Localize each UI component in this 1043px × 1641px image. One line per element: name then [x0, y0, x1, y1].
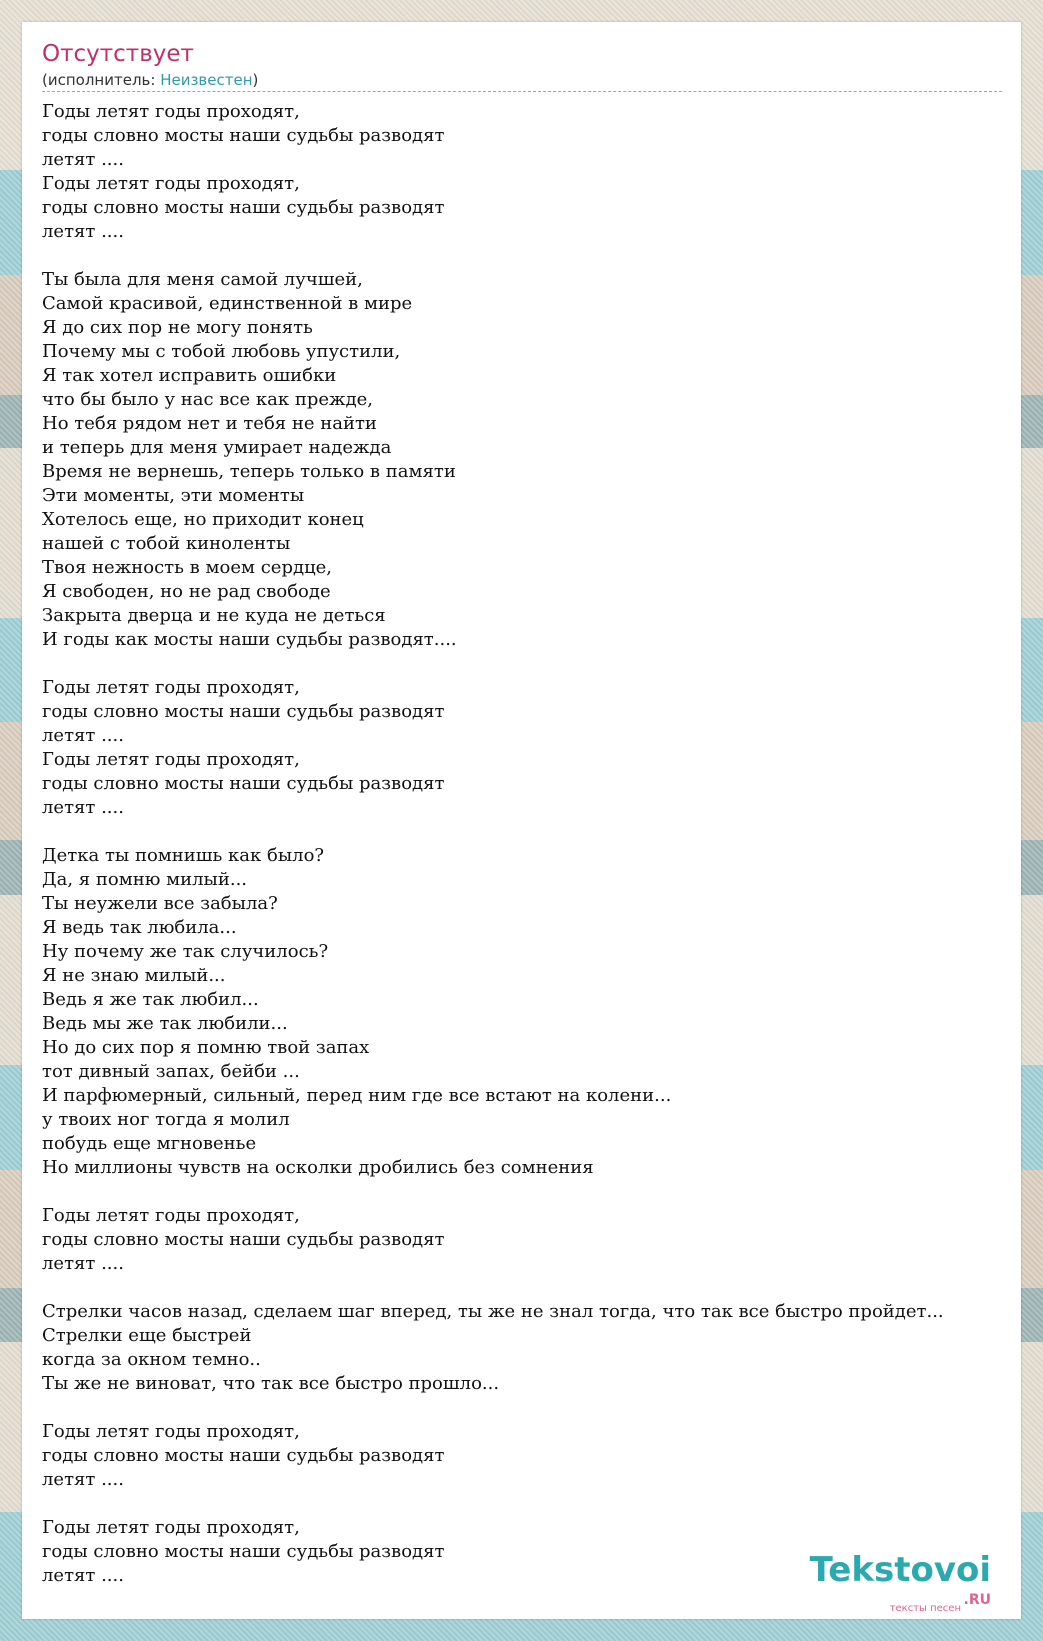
- lyric-line: Да, я помню милый...: [42, 869, 248, 890]
- lyric-blank-line: [42, 244, 1042, 268]
- lyric-line: Годы летят годы проходят,: [42, 1205, 300, 1226]
- lyric-line: Я ведь так любила...: [42, 917, 237, 938]
- lyric-line: Но миллионы чувств на осколки дробились без сомнения: [42, 1157, 594, 1178]
- lyric-line: И парфюмерный, сильный, перед ним где все встают на колени...: [42, 1085, 672, 1106]
- lyric-line: Ну почему же так случилось?: [42, 941, 329, 962]
- lyric-line: Годы летят годы проходят,: [42, 173, 300, 194]
- lyrics-text: [42, 100, 1042, 1588]
- lyric-blank-line: [42, 1276, 1042, 1300]
- lyric-line: годы словно мосты наши судьбы разводят: [42, 773, 445, 794]
- lyric-line: годы словно мосты наши судьбы разводят: [42, 701, 445, 722]
- artist-line: [42, 70, 1002, 92]
- lyric-line: Эти моменты, эти моменты: [42, 485, 305, 506]
- lyric-blank-line: [42, 1180, 1042, 1204]
- lyrics-card: [22, 22, 1021, 1619]
- lyric-line: у твоих ног тогда я молил: [42, 1109, 290, 1130]
- lyric-line: И годы как мосты наши судьбы разводят....: [42, 629, 457, 650]
- lyric-line: Я до сих пор не могу понять: [42, 317, 313, 338]
- lyric-line: Но тебя рядом нет и тебя не найти: [42, 413, 377, 434]
- lyric-line: Ты была для меня самой лучшей,: [42, 269, 363, 290]
- lyric-line: Годы летят годы проходят,: [42, 1517, 300, 1538]
- artist-link[interactable]: Неизвестен: [160, 71, 253, 89]
- lyric-line: годы словно мосты наши судьбы разводят: [42, 125, 445, 146]
- lyric-line: Хотелось еще, но приходит конец: [42, 509, 364, 530]
- lyric-line: Ты неужели все забыла?: [42, 893, 278, 914]
- lyric-line: Я так хотел исправить ошибки: [42, 365, 337, 386]
- lyric-line: побудь еще мгновенье: [42, 1133, 257, 1154]
- lyric-line: Время не вернешь, теперь только в памяти: [42, 461, 456, 482]
- lyric-line: Твоя нежность в моем сердце,: [42, 557, 333, 578]
- lyric-line: тот дивный запах, бейби ...: [42, 1061, 300, 1082]
- lyric-line: летят ....: [42, 1469, 124, 1490]
- lyric-line: когда за окном темно..: [42, 1349, 261, 1370]
- lyric-line: Ты же не виноват, что так все быстро прошло...: [42, 1373, 500, 1394]
- lyric-line: годы словно мосты наши судьбы разводят: [42, 1229, 445, 1250]
- logo-tld: .RU: [963, 1592, 991, 1608]
- lyric-line: что бы было у нас все как прежде,: [42, 389, 374, 410]
- artist-prefix: (исполнитель:: [42, 71, 161, 89]
- lyric-line: Закрыта дверца и не куда не деться: [42, 605, 386, 626]
- logo-wordmark: Tekstovoi: [809, 1550, 991, 1590]
- lyric-line: нашей с тобой киноленты: [42, 533, 291, 554]
- lyric-line: Ведь я же так любил...: [42, 989, 259, 1010]
- lyric-blank-line: [42, 652, 1042, 676]
- lyric-line: Годы летят годы проходят,: [42, 749, 300, 770]
- lyric-line: Я не знаю милый...: [42, 965, 226, 986]
- lyric-line: летят ....: [42, 725, 124, 746]
- lyric-line: летят ....: [42, 221, 124, 242]
- lyric-line: летят ....: [42, 797, 124, 818]
- lyric-blank-line: [42, 820, 1042, 844]
- lyric-line: летят ....: [42, 1253, 124, 1274]
- lyric-line: Но до сих пор я помню твой запах: [42, 1037, 370, 1058]
- lyric-line: Ведь мы же так любили...: [42, 1013, 288, 1034]
- lyric-line: летят ....: [42, 1565, 124, 1586]
- lyric-line: Годы летят годы проходят,: [42, 677, 300, 698]
- lyric-line: годы словно мосты наши судьбы разводят: [42, 1445, 445, 1466]
- lyric-line: Стрелки часов назад, сделаем шаг вперед, ты же не знал тогда, что так все быстро пройдет...: [42, 1301, 944, 1322]
- lyric-line: летят ....: [42, 149, 124, 170]
- lyric-line: годы словно мосты наши судьбы разводят: [42, 1541, 445, 1562]
- lyric-line: годы словно мосты наши судьбы разводят: [42, 197, 445, 218]
- lyric-line: Годы летят годы проходят,: [42, 1421, 300, 1442]
- lyric-line: Детка ты помнишь как было?: [42, 845, 325, 866]
- song-title: Отсутствует: [42, 41, 194, 67]
- logo-tagline: тексты песен: [889, 1603, 961, 1614]
- lyric-line: Стрелки еще быстрей: [42, 1325, 252, 1346]
- site-logo[interactable]: [791, 1550, 991, 1614]
- lyric-line: и теперь для меня умирает надежда: [42, 437, 392, 458]
- lyric-line: Годы летят годы проходят,: [42, 101, 300, 122]
- lyric-blank-line: [42, 1492, 1042, 1516]
- artist-suffix: ): [252, 71, 259, 89]
- lyric-line: Самой красивой, единственной в мире: [42, 293, 413, 314]
- lyric-blank-line: [42, 1396, 1042, 1420]
- lyric-line: Почему мы с тобой любовь упустили,: [42, 341, 401, 362]
- lyric-line: Я свободен, но не рад свободе: [42, 581, 331, 602]
